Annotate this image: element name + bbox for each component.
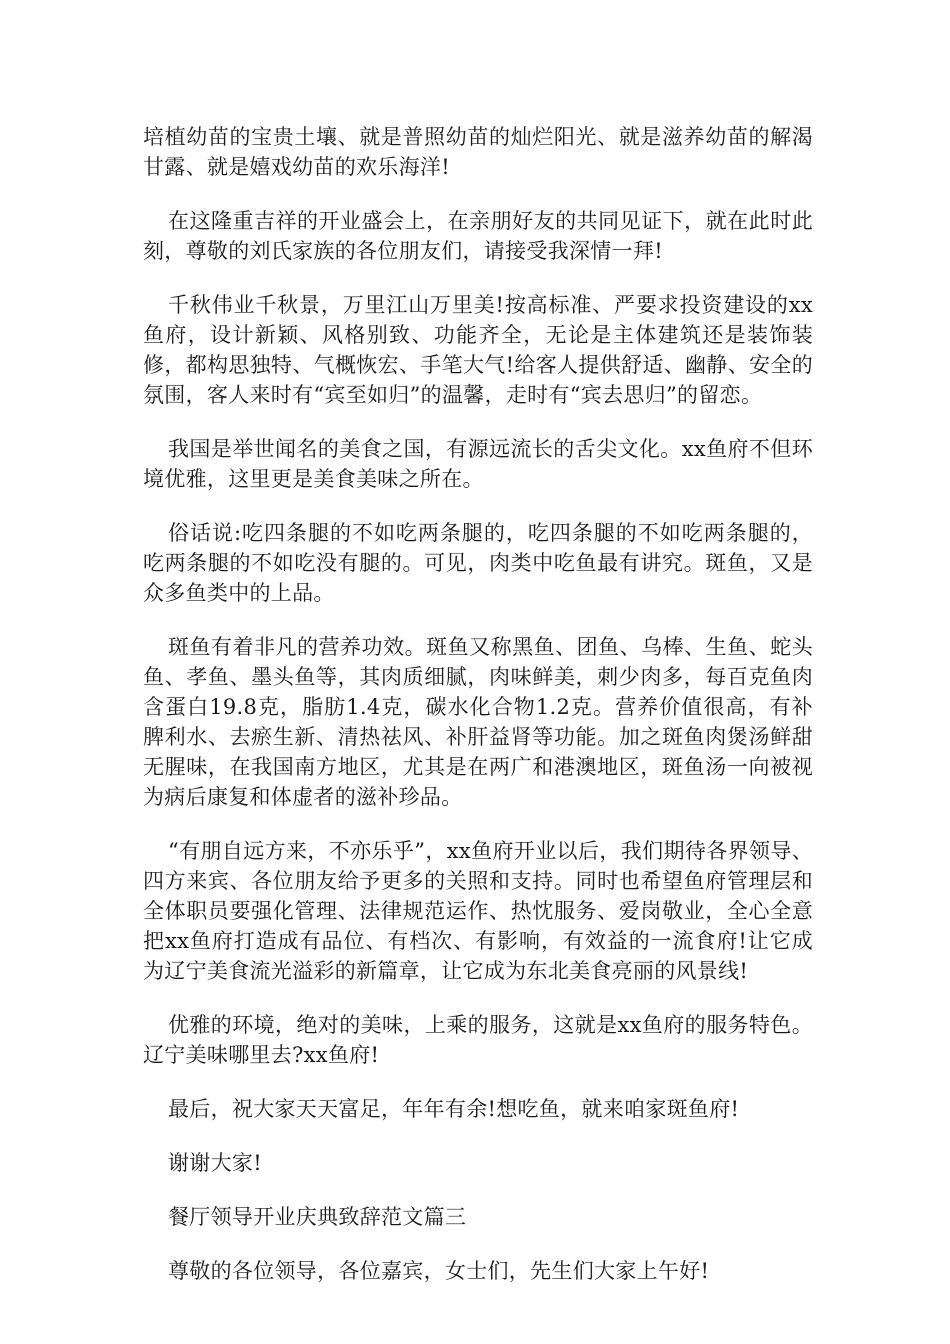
paragraph-service-features: 优雅的环境，绝对的美味，上乘的服务，这就是xx鱼府的服务特色。辽宁美味哪里去?xx鱼府! <box>143 1013 813 1067</box>
paragraph-nutrition: 斑鱼有着非凡的营养功效。斑鱼又称黑鱼、团鱼、乌棒、生鱼、蛇头鱼、孝鱼、墨头鱼等，其肉质细腻，肉味鲜美，刺少肉多，每百克鱼肉含蛋白19.8克，脂肪1.4克，碳水化合物1.2克。营养价值很高，有补脾利水、去瘀生新、清热祛风、补肝益肾等功能。加之斑鱼肉煲汤鲜甜无腥味，在我国南方地区，尤其是在两广和港澳地区，斑鱼汤一向被视为病后康复和体虚者的滋补珍品。 <box>143 635 813 809</box>
paragraph-expectations: “有朋自远方来，不亦乐乎”，xx鱼府开业以后，我们期待各界领导、四方来宾、各位朋友给予更多的关照和支持。同时也希望鱼府管理层和全体职员要强化管理、法律规范运作、热忱服务、爱岗敬业，全心全意把xx鱼府打造成有品位、有档次、有影响，有效益的一流食府!让它成为辽宁美食流光溢彩的新篇章，让它成为东北美食亮丽的风景线! <box>143 839 813 983</box>
paragraph-opening-ceremony: 在这隆重吉祥的开业盛会上，在亲朋好友的共同见证下，就在此时此刻，尊敬的刘氏家族的各位朋友们，请接受我深情一拜! <box>143 209 813 263</box>
section-heading: 餐厅领导开业庆典致辞范文篇三 <box>168 1205 467 1229</box>
paragraph-food-culture: 我国是举世闻名的美食之国，有源远流长的舌尖文化。xx鱼府不但环境优雅，这里更是美食美味之所在。 <box>143 437 813 491</box>
paragraph-continuation: 培植幼苗的宝贵土壤、就是普照幼苗的灿烂阳光、就是滋养幼苗的解渴甘露、就是嬉戏幼苗的欢乐海洋! <box>143 125 813 179</box>
paragraph-blessing: 最后，祝大家天天富足，年年有余!想吃鱼，就来咱家斑鱼府! <box>168 1097 740 1121</box>
document-body <box>143 122 813 1310</box>
paragraph-thanks: 谢谢大家! <box>168 1151 262 1175</box>
paragraph-greeting: 尊敬的各位领导，各位嘉宾，女士们，先生们大家上午好! <box>168 1259 710 1283</box>
paragraph-saying: 俗话说:吃四条腿的不如吃两条腿的，吃四条腿的不如吃两条腿的，吃两条腿的不如吃没有腿的。可见，肉类中吃鱼最有讲究。斑鱼，又是众多鱼类中的上品。 <box>143 521 813 605</box>
paragraph-building-description: 千秋伟业千秋景，万里江山万里美!按高标准、严要求投资建设的xx鱼府，设计新颖、风格别致、功能齐全，无论是主体建筑还是装饰装修，都构思独特、气概恢宏、手笔大气!给客人提供舒适、幽静、安全的氛围，客人来时有“宾至如归”的温馨，走时有“宾去思归”的留恋。 <box>143 293 813 407</box>
